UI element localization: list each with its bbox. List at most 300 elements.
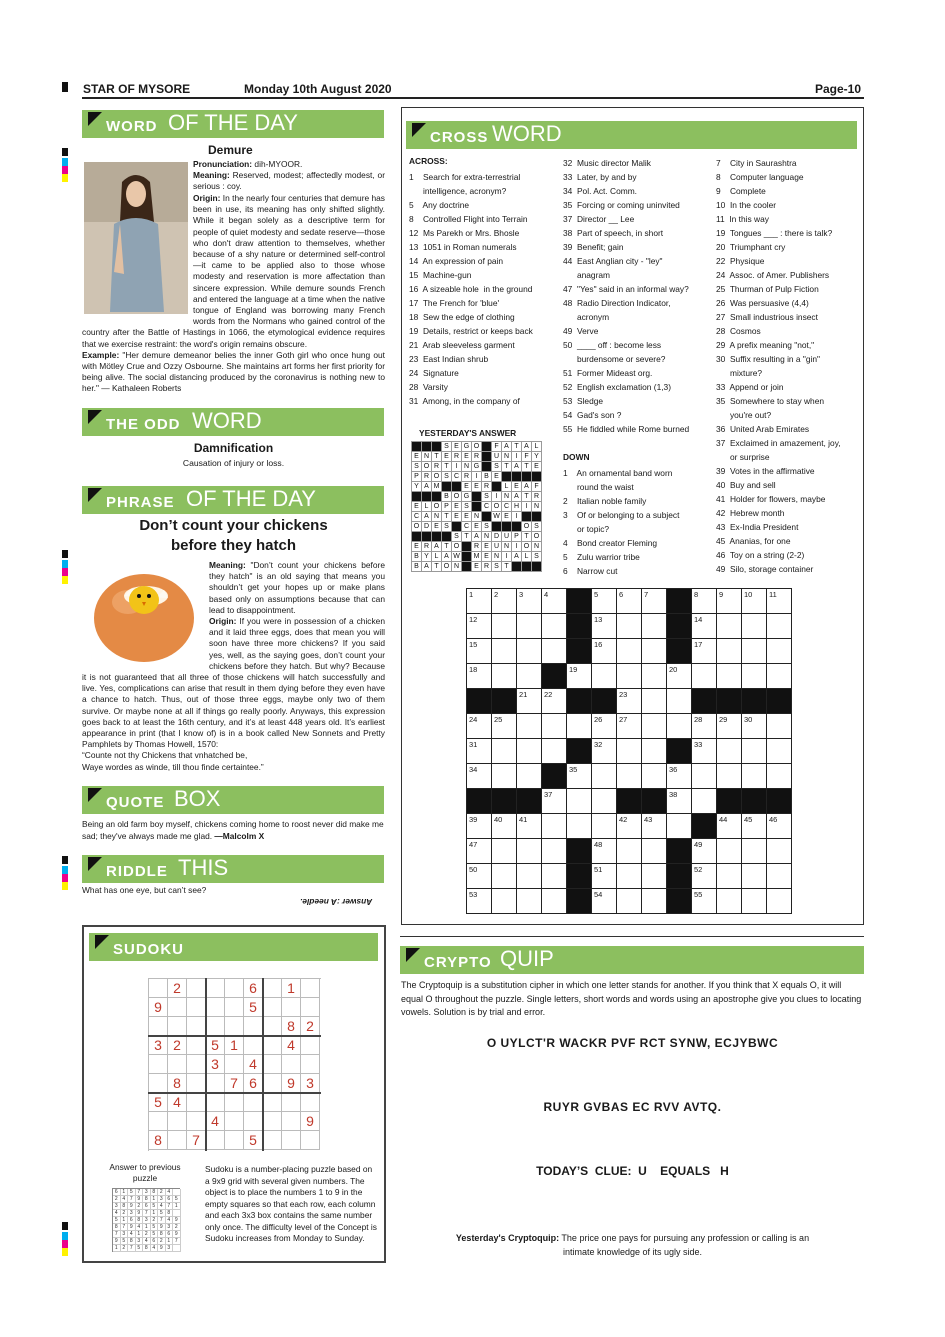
answer-cell: A: [522, 442, 532, 452]
crossword-cell[interactable]: [517, 664, 542, 689]
crossword-cell[interactable]: [767, 714, 792, 739]
sudoku-cell[interactable]: 1: [282, 979, 301, 998]
sudoku-cell[interactable]: [149, 1017, 168, 1036]
sudoku-cell[interactable]: [187, 1017, 206, 1036]
crossword-cell[interactable]: [642, 889, 667, 914]
banner-large-text: QUIP: [500, 946, 554, 971]
crossword-cell[interactable]: [642, 689, 667, 714]
answer-cell: 2: [158, 1238, 166, 1245]
crossword-cell[interactable]: [517, 614, 542, 639]
answer-cell: O: [452, 492, 462, 502]
clue-line: 2 Italian noble family: [563, 496, 647, 506]
answer-cell: 8: [143, 1196, 151, 1203]
crossword-cell[interactable]: 20: [667, 664, 692, 689]
crossword-cell[interactable]: 24: [467, 714, 492, 739]
answer-cell: A: [422, 512, 432, 522]
sudoku-cell[interactable]: 3: [206, 1055, 225, 1074]
answer-cell: 6: [143, 1203, 151, 1210]
crossword-cell[interactable]: 46: [767, 814, 792, 839]
crossword-cell[interactable]: [542, 639, 567, 664]
sudoku-cell[interactable]: 9: [282, 1074, 301, 1093]
crossword-cell[interactable]: [567, 789, 592, 814]
crossword-cell[interactable]: 26: [592, 714, 617, 739]
crossword-cell[interactable]: [542, 614, 567, 639]
crossword-cell[interactable]: 49: [692, 839, 717, 864]
sudoku-cell[interactable]: [244, 1036, 263, 1055]
answer-cell: S: [532, 552, 542, 562]
crossword-cell[interactable]: 22: [542, 689, 567, 714]
answer-cell: 3: [121, 1231, 129, 1238]
sudoku-cell[interactable]: 5: [244, 998, 263, 1017]
sudoku-cell[interactable]: [301, 1036, 320, 1055]
answer-cell: 4: [143, 1238, 151, 1245]
answer-cell: E: [512, 482, 522, 492]
odd-word-banner: [82, 408, 384, 436]
sudoku-cell[interactable]: 5: [244, 1131, 263, 1150]
answer-cell: 4: [151, 1245, 159, 1252]
answer-cell: 3: [166, 1224, 174, 1231]
sudoku-cell[interactable]: [225, 998, 244, 1017]
clue-line: 50 ____ off : become less: [563, 340, 662, 350]
sudoku-cell[interactable]: [301, 1093, 320, 1112]
crossword-cell[interactable]: 9: [717, 589, 742, 614]
crossword-cell[interactable]: 48: [592, 839, 617, 864]
crossword-cell[interactable]: [492, 664, 517, 689]
text: In the nearly four centuries that demure has been in use, its meaning has only shifted slightly. While it began solely as a descriptive term for people of quiet modesty and sedate reserve—those who don't draw attention to themselves, whether because of a shy nature or determined self-control—it came to be applied also to those whose modesty and reservation is more affectation than sincere expression. While demure sounds French and entered the language at a time when the native tongue of England was borrowing many French words from the Normans who gained control of the country after the Battle of Hastings in 1066, the etymological evidence requires that we exercise restraint: the word's origin remains obscure.: [82, 193, 385, 349]
sudoku-cell[interactable]: [244, 1093, 263, 1112]
answer-cell: 1: [113, 1245, 121, 1252]
label: Yesterday's Cryptoquip:: [455, 1233, 560, 1243]
crossword-cell[interactable]: 37: [542, 789, 567, 814]
sudoku-cell[interactable]: [263, 1055, 282, 1074]
sudoku-cell[interactable]: 8: [282, 1017, 301, 1036]
registration-mark: [62, 866, 68, 874]
sudoku-cell[interactable]: [282, 1112, 301, 1131]
crossword-cell[interactable]: 38: [667, 789, 692, 814]
clue-line: 37 Director __ Lee: [563, 214, 635, 224]
clue-line: 44 East Anglian city - "ley": [563, 256, 663, 266]
sudoku-cell[interactable]: [263, 1017, 282, 1036]
crossword-black-cell: [567, 739, 592, 764]
sudoku-cell[interactable]: 4: [282, 1036, 301, 1055]
sudoku-cell[interactable]: [168, 1055, 187, 1074]
sudoku-cell[interactable]: [263, 1131, 282, 1150]
crossword-cell[interactable]: [767, 614, 792, 639]
sudoku-banner: [89, 933, 378, 961]
sudoku-cell[interactable]: [301, 1055, 320, 1074]
crossword-cell[interactable]: [767, 639, 792, 664]
crossword-cell[interactable]: 10: [742, 589, 767, 614]
crossword-cell[interactable]: 30: [742, 714, 767, 739]
answer-cell: B: [482, 472, 492, 482]
crossword-cell[interactable]: 55: [692, 889, 717, 914]
sudoku-cell[interactable]: [168, 1131, 187, 1150]
sudoku-cell[interactable]: 4: [244, 1055, 263, 1074]
sudoku-cell[interactable]: 9: [149, 998, 168, 1017]
sudoku-cell[interactable]: 7: [225, 1074, 244, 1093]
answer-cell: 6: [128, 1217, 136, 1224]
crossword-cell[interactable]: [517, 739, 542, 764]
crossword-cell[interactable]: [642, 614, 667, 639]
crossword-cell[interactable]: 28: [692, 714, 717, 739]
crossword-cell[interactable]: [617, 614, 642, 639]
answer-cell: E: [412, 452, 422, 462]
sudoku-cell[interactable]: 5: [149, 1093, 168, 1112]
crossword-cell[interactable]: [692, 664, 717, 689]
answer-cell: [452, 482, 462, 492]
answer-cell: [532, 512, 542, 522]
crossword-cell[interactable]: 29: [717, 714, 742, 739]
sudoku-cell[interactable]: 9: [301, 1112, 320, 1131]
crossword-cell[interactable]: [742, 889, 767, 914]
crossword-cell[interactable]: [742, 639, 767, 664]
sudoku-cell[interactable]: [187, 1074, 206, 1093]
sudoku-cell[interactable]: [263, 1112, 282, 1131]
sudoku-cell[interactable]: 4: [206, 1112, 225, 1131]
crossword-cell[interactable]: [517, 639, 542, 664]
crossword-cell[interactable]: 27: [617, 714, 642, 739]
answer-cell: N: [462, 462, 472, 472]
sudoku-cell[interactable]: [225, 979, 244, 998]
crossword-cell[interactable]: 31: [467, 739, 492, 764]
crossword-cell[interactable]: [617, 839, 642, 864]
sudoku-cell[interactable]: 6: [244, 979, 263, 998]
answer-cell: P: [442, 502, 452, 512]
crossword-black-cell: [667, 839, 692, 864]
sudoku-cell[interactable]: [187, 1093, 206, 1112]
sudoku-cell[interactable]: [301, 979, 320, 998]
crossword-cell[interactable]: 36: [667, 764, 692, 789]
sudoku-cell[interactable]: [263, 998, 282, 1017]
clue-line: 51 Former Mideast org.: [563, 368, 653, 378]
crossword-cell[interactable]: 13: [592, 614, 617, 639]
crossword-black-cell: [467, 789, 492, 814]
crossword-cell[interactable]: 34: [467, 764, 492, 789]
crossword-cell[interactable]: 40: [492, 814, 517, 839]
answer-cell: 7: [143, 1210, 151, 1217]
crossword-cell[interactable]: 3: [517, 589, 542, 614]
clue-line: 49 Verve: [563, 326, 599, 336]
clue-line: 3 Of or belonging to a subject: [563, 510, 680, 520]
answer-cell: 7: [128, 1245, 136, 1252]
crossword-cell[interactable]: 41: [517, 814, 542, 839]
sudoku-cell[interactable]: 8: [149, 1131, 168, 1150]
crossword-cell[interactable]: [492, 839, 517, 864]
crossword-cell[interactable]: 44: [717, 814, 742, 839]
crossword-cell[interactable]: [517, 714, 542, 739]
clue-line: 33 Later, by and by: [563, 172, 637, 182]
crossword-cell[interactable]: [717, 614, 742, 639]
sudoku-cell[interactable]: [149, 1112, 168, 1131]
sudoku-cell[interactable]: [244, 1017, 263, 1036]
answer-cell: 5: [121, 1238, 129, 1245]
sudoku-cell[interactable]: [187, 998, 206, 1017]
sudoku-cell[interactable]: [149, 1074, 168, 1093]
sudoku-cell[interactable]: [301, 1131, 320, 1150]
crossword-cell[interactable]: [492, 739, 517, 764]
answer-cell: 2: [121, 1210, 129, 1217]
crossword-cell[interactable]: [617, 739, 642, 764]
sudoku-cell[interactable]: [263, 979, 282, 998]
crossword-cell[interactable]: 23: [617, 689, 642, 714]
crossword-black-cell: [567, 689, 592, 714]
sudoku-cell[interactable]: [206, 1093, 225, 1112]
crossword-cell[interactable]: 17: [692, 639, 717, 664]
sudoku-cell[interactable]: [282, 1055, 301, 1074]
sudoku-answer-label: Answer to previous puzzle: [109, 1162, 181, 1183]
crossword-cell[interactable]: 33: [692, 739, 717, 764]
clue-line: 35 Somewhere to stay when: [716, 396, 825, 406]
registration-mark: [62, 882, 68, 890]
crossword-cell[interactable]: 19: [567, 664, 592, 689]
crossword-cell[interactable]: [592, 664, 617, 689]
crossword-cell[interactable]: [642, 839, 667, 864]
crossword-black-cell: [567, 614, 592, 639]
clue-line: 10 In the cooler: [716, 200, 777, 210]
answer-cell: E: [412, 542, 422, 552]
sudoku-cell[interactable]: [168, 1017, 187, 1036]
crossword-cell[interactable]: [692, 764, 717, 789]
clue-line: burdensome or severe?: [563, 354, 666, 364]
crossword-cell[interactable]: [542, 714, 567, 739]
sudoku-cell[interactable]: 6: [244, 1074, 263, 1093]
answer-cell: T: [502, 562, 512, 572]
header-rule: [82, 97, 864, 99]
crossword-cell[interactable]: [517, 889, 542, 914]
sudoku-cell[interactable]: [282, 998, 301, 1017]
crossword-cell[interactable]: [717, 764, 742, 789]
phrase-meaning-origin: [82, 560, 385, 773]
crossword-cell[interactable]: 50: [467, 864, 492, 889]
sudoku-cell[interactable]: 3: [149, 1036, 168, 1055]
crossword-cell[interactable]: [717, 864, 742, 889]
crossword-black-cell: [667, 639, 692, 664]
crossword-cell[interactable]: [492, 764, 517, 789]
answer-cell: 8: [166, 1210, 174, 1217]
sudoku-cell[interactable]: [225, 1131, 244, 1150]
crossword-cell[interactable]: [492, 639, 517, 664]
sudoku-cell[interactable]: [149, 979, 168, 998]
sudoku-cell[interactable]: [263, 1036, 282, 1055]
sudoku-cell[interactable]: 1: [225, 1036, 244, 1055]
crossword-cell[interactable]: 51: [592, 864, 617, 889]
answer-cell: N: [422, 452, 432, 462]
crossword-cell[interactable]: [567, 714, 592, 739]
sudoku-cell[interactable]: [206, 1131, 225, 1150]
crossword-cell[interactable]: 7: [642, 589, 667, 614]
answer-cell: R: [482, 482, 492, 492]
crossword-cell[interactable]: [542, 739, 567, 764]
sudoku-cell[interactable]: [187, 979, 206, 998]
crossword-cell[interactable]: [767, 764, 792, 789]
sudoku-cell[interactable]: [263, 1093, 282, 1112]
sudoku-cell[interactable]: [244, 1112, 263, 1131]
crossword-cell[interactable]: 15: [467, 639, 492, 664]
crossword-cell[interactable]: 42: [617, 814, 642, 839]
crossword-cell[interactable]: [667, 814, 692, 839]
crossword-cell[interactable]: [592, 789, 617, 814]
sudoku-cell[interactable]: [282, 1093, 301, 1112]
crossword-cell[interactable]: [767, 864, 792, 889]
crossword-cell[interactable]: [742, 664, 767, 689]
crossword-cell[interactable]: 53: [467, 889, 492, 914]
crossword-cell[interactable]: [692, 789, 717, 814]
sudoku-cell[interactable]: [187, 1055, 206, 1074]
crossword-cell[interactable]: 5: [592, 589, 617, 614]
clue-line: acronym: [563, 312, 610, 322]
crossword-cell[interactable]: [742, 864, 767, 889]
crossword-cell[interactable]: [767, 739, 792, 764]
crossword-cell[interactable]: [617, 889, 642, 914]
crossword-cell[interactable]: [617, 664, 642, 689]
sudoku-cell[interactable]: 4: [168, 1093, 187, 1112]
sudoku-cell[interactable]: 2: [301, 1017, 320, 1036]
crossword-cell[interactable]: [517, 764, 542, 789]
answer-cell: 3: [136, 1238, 144, 1245]
crossword-cell[interactable]: [717, 664, 742, 689]
crossword-cell[interactable]: [617, 864, 642, 889]
sudoku-cell[interactable]: [206, 1017, 225, 1036]
sudoku-cell[interactable]: [301, 998, 320, 1017]
crossword-cell[interactable]: [592, 814, 617, 839]
crossword-cell[interactable]: 32: [592, 739, 617, 764]
crossword-cell[interactable]: [717, 639, 742, 664]
clue-line: 24 Assoc. of Amer. Publishers: [716, 270, 830, 280]
answer-cell: G: [462, 442, 472, 452]
answer-cell: S: [532, 522, 542, 532]
crossword-cell[interactable]: 21: [517, 689, 542, 714]
answer-cell: [512, 522, 522, 532]
sudoku-cell[interactable]: [225, 1112, 244, 1131]
crossword-cell[interactable]: 43: [642, 814, 667, 839]
crossword-cell[interactable]: [542, 814, 567, 839]
crossword-cell[interactable]: 14: [692, 614, 717, 639]
crossword-cell[interactable]: [642, 739, 667, 764]
crossword-cell[interactable]: 4: [542, 589, 567, 614]
crossword-cell[interactable]: [742, 739, 767, 764]
sudoku-cell[interactable]: 2: [168, 979, 187, 998]
sudoku-cell[interactable]: [206, 979, 225, 998]
sudoku-cell[interactable]: [149, 1055, 168, 1074]
label: Origin:: [209, 616, 237, 627]
answer-cell: R: [462, 472, 472, 482]
crossword-cell[interactable]: 18: [467, 664, 492, 689]
clue-line: 17 The French for 'blue': [409, 298, 500, 308]
crossword-cell[interactable]: 52: [692, 864, 717, 889]
clue-line: 20 Triumphant cry: [716, 242, 786, 252]
crossword-cell[interactable]: [592, 764, 617, 789]
sudoku-cell[interactable]: [206, 1074, 225, 1093]
sudoku-cell[interactable]: [168, 998, 187, 1017]
answer-cell: N: [472, 512, 482, 522]
crossword-cell[interactable]: [767, 889, 792, 914]
crossword-cell[interactable]: 6: [617, 589, 642, 614]
answer-cell: 5: [128, 1189, 136, 1196]
answer-cell: 2: [113, 1196, 121, 1203]
answer-cell: O: [412, 522, 422, 532]
crossword-cell[interactable]: [542, 839, 567, 864]
crossword-cell[interactable]: [492, 864, 517, 889]
answer-cell: S: [442, 472, 452, 482]
crossword-cell[interactable]: 1: [467, 589, 492, 614]
crossword-cell[interactable]: [517, 839, 542, 864]
crossword-cell[interactable]: 16: [592, 639, 617, 664]
sudoku-cell[interactable]: 8: [168, 1074, 187, 1093]
crossword-cell[interactable]: [767, 664, 792, 689]
answer-cell: F: [492, 442, 502, 452]
crossword-cell[interactable]: [642, 664, 667, 689]
crossword-cell[interactable]: 47: [467, 839, 492, 864]
crossword-cell[interactable]: [567, 814, 592, 839]
sudoku-cell[interactable]: [225, 1055, 244, 1074]
sudoku-cell[interactable]: 7: [187, 1131, 206, 1150]
sudoku-cell[interactable]: 5: [206, 1036, 225, 1055]
crossword-cell[interactable]: 54: [592, 889, 617, 914]
answer-cell: N: [502, 492, 512, 502]
sudoku-cell[interactable]: [168, 1112, 187, 1131]
crossword-cell[interactable]: 12: [467, 614, 492, 639]
crossword-cell[interactable]: [492, 889, 517, 914]
crossword-cell[interactable]: [767, 839, 792, 864]
crossword-cell[interactable]: [717, 839, 742, 864]
sudoku-cell[interactable]: [187, 1112, 206, 1131]
sudoku-cell[interactable]: [187, 1036, 206, 1055]
sudoku-cell[interactable]: [282, 1131, 301, 1150]
answer-cell: 6: [166, 1196, 174, 1203]
answer-cell: [532, 472, 542, 482]
crossword-cell[interactable]: [742, 614, 767, 639]
crossword-cell[interactable]: [717, 889, 742, 914]
crossword-cell[interactable]: [742, 839, 767, 864]
crossword-cell[interactable]: 2: [492, 589, 517, 614]
crossword-cell[interactable]: [667, 714, 692, 739]
sudoku-cell[interactable]: 3: [301, 1074, 320, 1093]
crossword-cell[interactable]: 39: [467, 814, 492, 839]
sudoku-cell[interactable]: 2: [168, 1036, 187, 1055]
crossword-cell[interactable]: [542, 889, 567, 914]
word-paragraph-origin: [82, 193, 385, 395]
crossword-cell[interactable]: 25: [492, 714, 517, 739]
crossword-cell[interactable]: [492, 614, 517, 639]
crossword-cell[interactable]: [617, 764, 642, 789]
answer-cell: 6: [113, 1189, 121, 1196]
registration-mark: [62, 856, 68, 864]
answer-cell: [462, 542, 472, 552]
crossword-cell[interactable]: [642, 714, 667, 739]
crossword-cell[interactable]: [642, 639, 667, 664]
crossword-cell[interactable]: 35: [567, 764, 592, 789]
banner-small-text: QUOTE: [106, 794, 165, 811]
crossword-cell[interactable]: [667, 689, 692, 714]
crossword-cell[interactable]: [642, 764, 667, 789]
sudoku-cell[interactable]: [206, 998, 225, 1017]
word-paragraph-pronunciation: [193, 159, 385, 170]
word-paragraph-meaning: [193, 170, 385, 192]
sudoku-cell[interactable]: [225, 1093, 244, 1112]
sudoku-cell[interactable]: [263, 1074, 282, 1093]
crossword-cell[interactable]: [517, 864, 542, 889]
crossword-cell[interactable]: [617, 639, 642, 664]
crossword-cell[interactable]: [742, 764, 767, 789]
crossword-cell[interactable]: 11: [767, 589, 792, 614]
cryptoquip-yesterday: [455, 1231, 810, 1259]
crossword-cell[interactable]: 8: [692, 589, 717, 614]
crossword-cell[interactable]: [542, 864, 567, 889]
crossword-cell[interactable]: 45: [742, 814, 767, 839]
crossword-cell[interactable]: [717, 739, 742, 764]
crossword-cell[interactable]: [642, 864, 667, 889]
sudoku-cell[interactable]: [225, 1017, 244, 1036]
